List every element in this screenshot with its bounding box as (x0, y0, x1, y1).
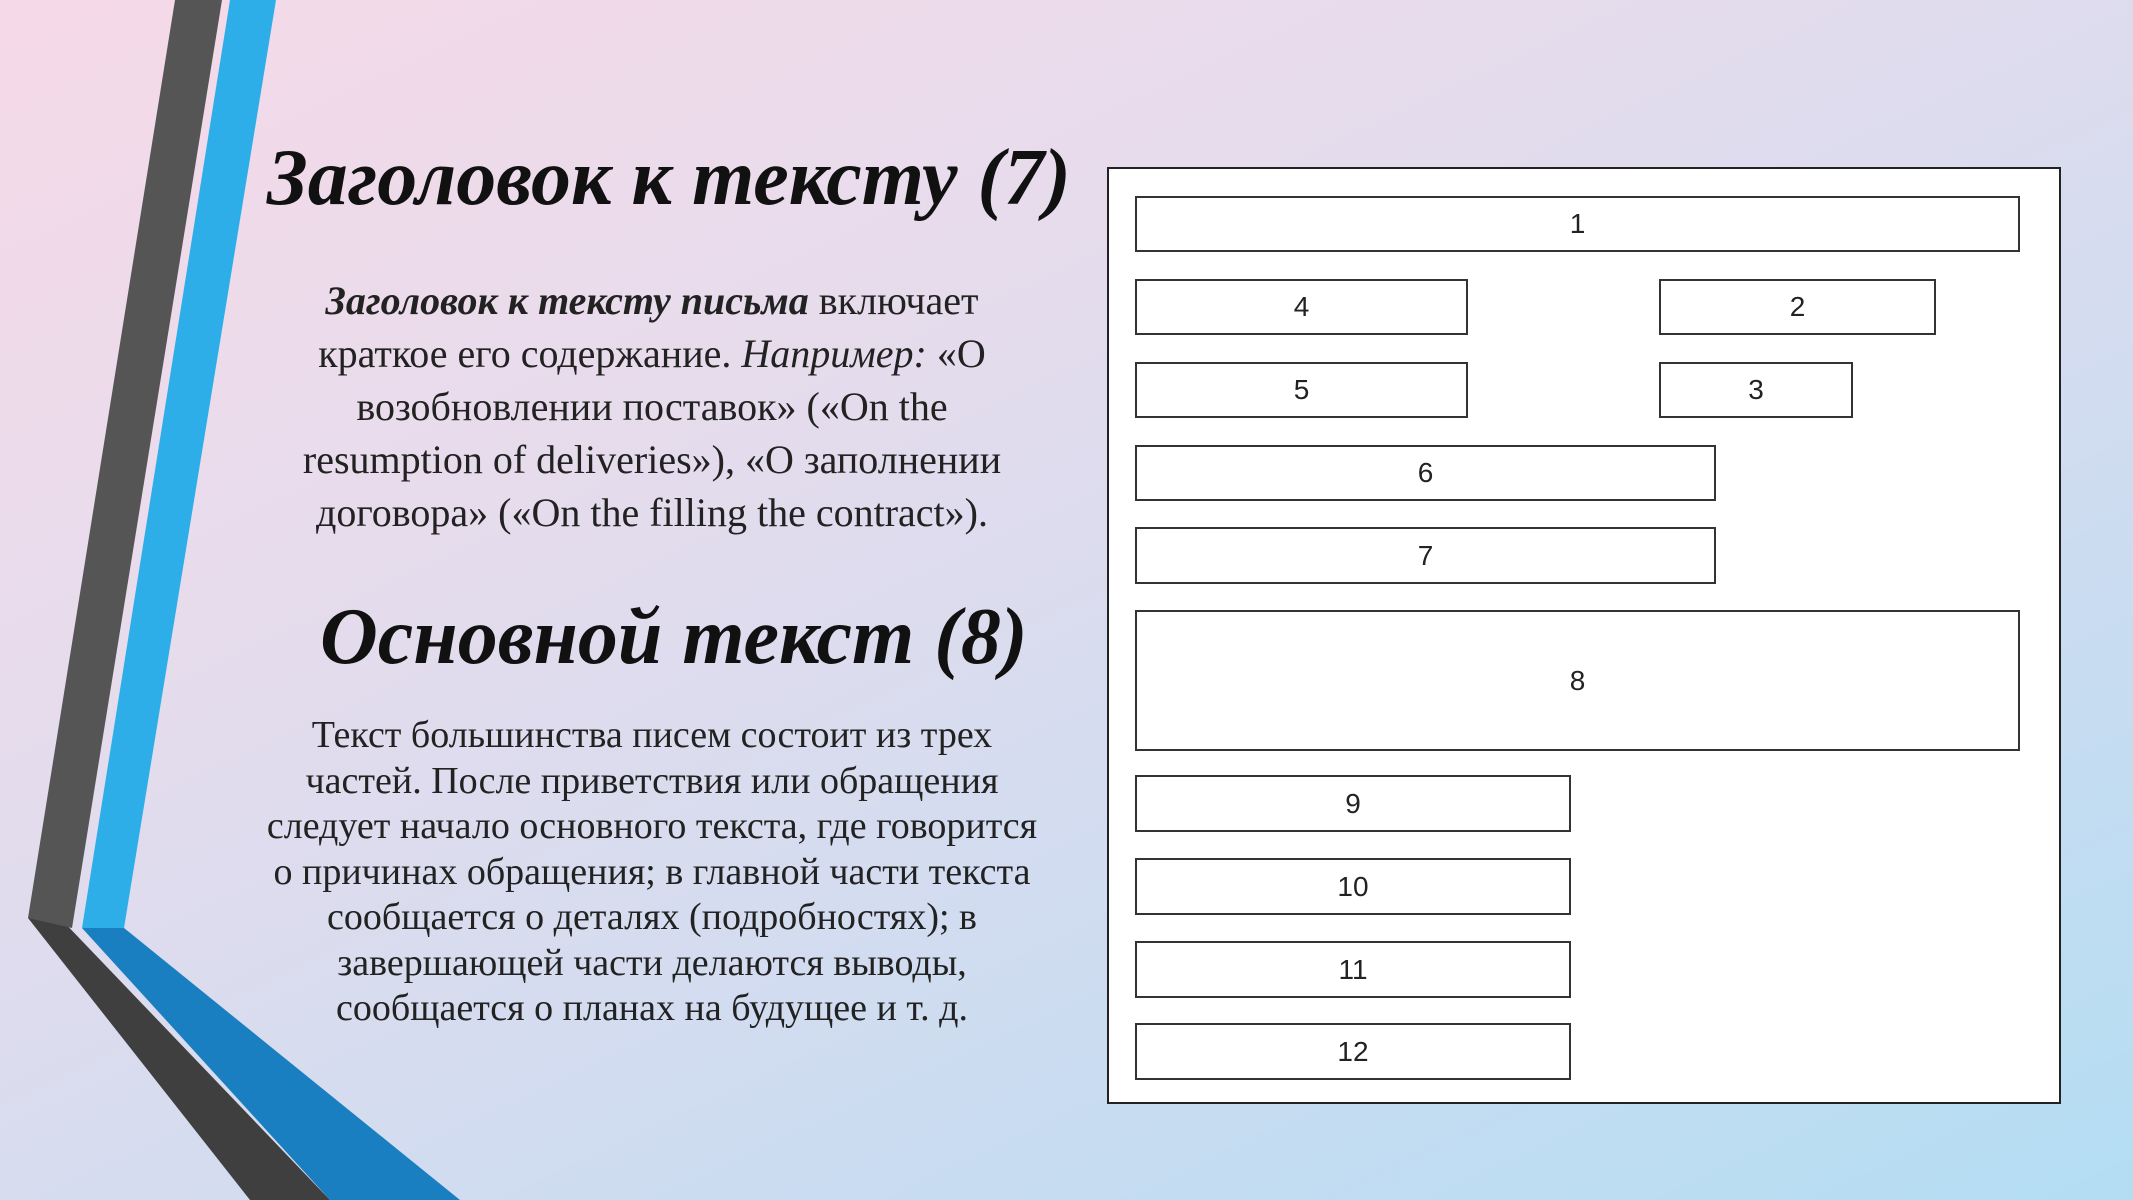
main-text-paragraph: Текст большинства писем состоит из трех частей. После приветствия или обращения следует начало основного текста, где говорится о причинах обращения; в главной части текста сообщается о деталях (подробностях); в завершающей части делаются выводы, сообщается о планах на будущее и т. д. (266, 714, 1038, 1029)
title-paragraph (262, 274, 1042, 539)
diagram-box-10: 10 (1135, 858, 1571, 915)
heading-title-text: Заголовок к тексту (7) (267, 134, 1071, 222)
lead-phrase: Заголовок к тексту письма (325, 278, 809, 323)
diagram-box-3: 3 (1659, 362, 1853, 418)
paragraph-text-a: включает краткое его содержание. (318, 278, 979, 376)
diagram-box-4: 4 (1135, 279, 1468, 335)
example-label: Например: (741, 331, 927, 376)
diagram-box-8: 8 (1135, 610, 2020, 751)
diagram-box-5: 5 (1135, 362, 1468, 418)
diagram-box-9: 9 (1135, 775, 1571, 832)
heading-main-text: Основной текст (8) (320, 593, 1028, 681)
diagram-box-2: 2 (1659, 279, 1936, 335)
diagram-box-6: 6 (1135, 445, 1716, 501)
diagram-box-12: 12 (1135, 1023, 1571, 1080)
paragraph-text-b: «О возобновлении поставок» («On the resumption of deliveries»), «О заполнении договора» («On the filling the contract»). (302, 331, 1002, 535)
diagram-box-11: 11 (1135, 941, 1571, 998)
letter-layout-diagram (1107, 167, 2061, 1104)
diagram-box-1: 1 (1135, 196, 2020, 252)
diagram-box-7: 7 (1135, 527, 1716, 584)
